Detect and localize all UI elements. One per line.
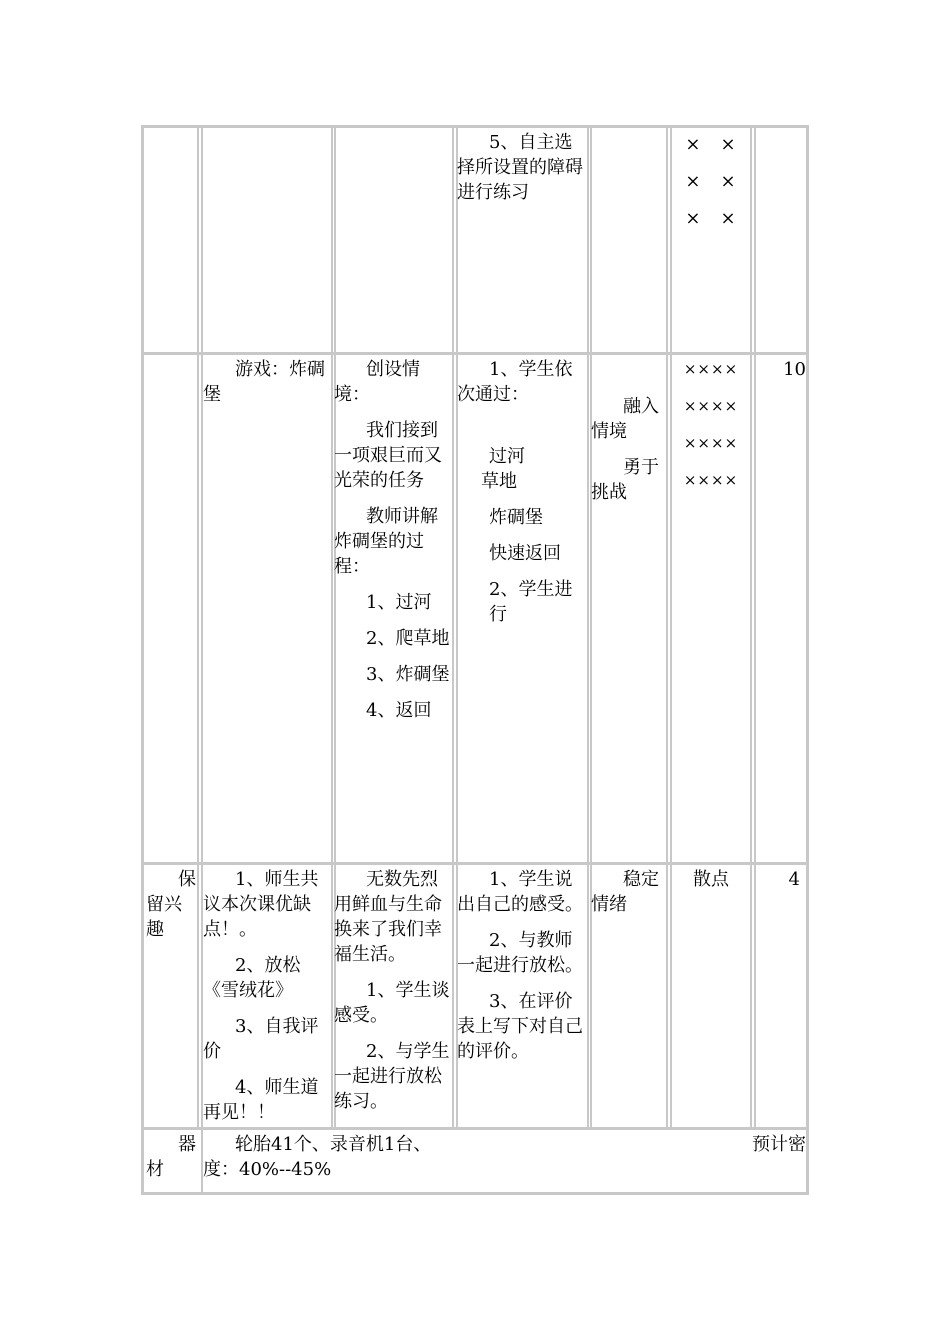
content-text: 1、师生共议本次课优缺点！。: [203, 869, 319, 940]
formation-mark: ××××: [683, 397, 739, 415]
student-text: 3、在评价表上写下对自己的评价。: [457, 991, 583, 1062]
row-divider: [144, 862, 806, 865]
teacher-step: 3、炸碉堡: [366, 664, 450, 685]
row3-teacher: [334, 867, 454, 1125]
student-text: 1、学生依次通过：: [457, 359, 573, 405]
row1-student-activity: [457, 130, 589, 216]
content-text: 2、放松《雪绒花》: [203, 955, 301, 1001]
row-divider: [144, 352, 806, 355]
col-divider: [670, 128, 672, 1130]
col-divider: [754, 128, 756, 1130]
student-step: 草地: [481, 471, 517, 492]
content-text: 4、师生道再见！！: [203, 1077, 319, 1123]
row2-time: [756, 357, 806, 382]
col-divider: [197, 128, 199, 1130]
phase-text: 保留兴趣: [146, 869, 196, 940]
row1-formation: [672, 132, 750, 243]
content-text: 3、自我评价: [203, 1016, 319, 1062]
teacher-text: 教师讲解炸碉堡的过程：: [334, 506, 438, 577]
row4-label: [146, 1132, 198, 1193]
formation-text: 散点: [693, 869, 729, 890]
student-step: 快速返回: [489, 543, 561, 564]
equipment-text: 轮胎41个、录音机1台、: [235, 1134, 432, 1155]
row3-formation: [672, 867, 750, 892]
density-label: 预计密: [752, 1134, 806, 1155]
row3-goal: [591, 867, 667, 928]
student-text: 1、学生说出自己的感受。: [457, 869, 583, 915]
row3-student: [457, 867, 589, 1075]
student-text: 2、与教师一起进行放松。: [457, 930, 583, 976]
row3-time: [756, 867, 800, 892]
goal-text: 融入情境: [591, 396, 659, 442]
density-value: 度：40%--45%: [203, 1159, 332, 1180]
equipment-label: 器材: [146, 1134, 196, 1180]
time-value: 10: [783, 359, 806, 380]
student-activity-text: 5、自主选择所设置的障碍进行练习: [457, 132, 583, 203]
student-text: 2、学生进行: [489, 579, 573, 625]
row2-goal: [591, 394, 667, 516]
goal-text: 勇于挑战: [591, 457, 659, 503]
row4-equipment: [203, 1132, 806, 1182]
teacher-step: 1、过河: [366, 592, 432, 613]
formation-mark: × ×: [685, 171, 737, 192]
student-step: 炸碉堡: [489, 507, 543, 528]
formation-mark: × ×: [685, 134, 737, 155]
row2-formation: [672, 357, 750, 505]
time-value: 4: [788, 869, 800, 890]
row3-phase: [146, 867, 198, 953]
teacher-step: 2、爬草地: [366, 628, 450, 649]
formation-mark: ××××: [683, 434, 739, 452]
teacher-text: 我们接到一项艰巨而又光荣的任务: [334, 420, 442, 491]
row2-student: [457, 357, 589, 638]
lesson-plan-table: [141, 125, 809, 1195]
formation-mark: ××××: [683, 360, 739, 378]
row2-teacher: [334, 357, 454, 734]
row2-content: [203, 357, 332, 418]
teacher-text: 1、学生谈感受。: [334, 980, 450, 1026]
teacher-text: 创设情境：: [334, 359, 420, 405]
teacher-step: 4、返回: [366, 700, 432, 721]
teacher-text: 2、与学生一起进行放松练习。: [334, 1041, 450, 1112]
row3-content: [203, 867, 332, 1136]
col-divider: [590, 128, 592, 1130]
col-divider: [666, 128, 668, 1130]
goal-text: 稳定情绪: [591, 869, 659, 915]
student-step: 过河: [489, 446, 525, 467]
formation-mark: ××××: [683, 471, 739, 489]
game-title: 游戏：炸碉堡: [203, 359, 325, 405]
formation-mark: × ×: [685, 208, 737, 229]
teacher-text: 无数先烈用鲜血与生命换来了我们幸福生活。: [334, 869, 442, 965]
col-divider: [750, 128, 752, 1130]
